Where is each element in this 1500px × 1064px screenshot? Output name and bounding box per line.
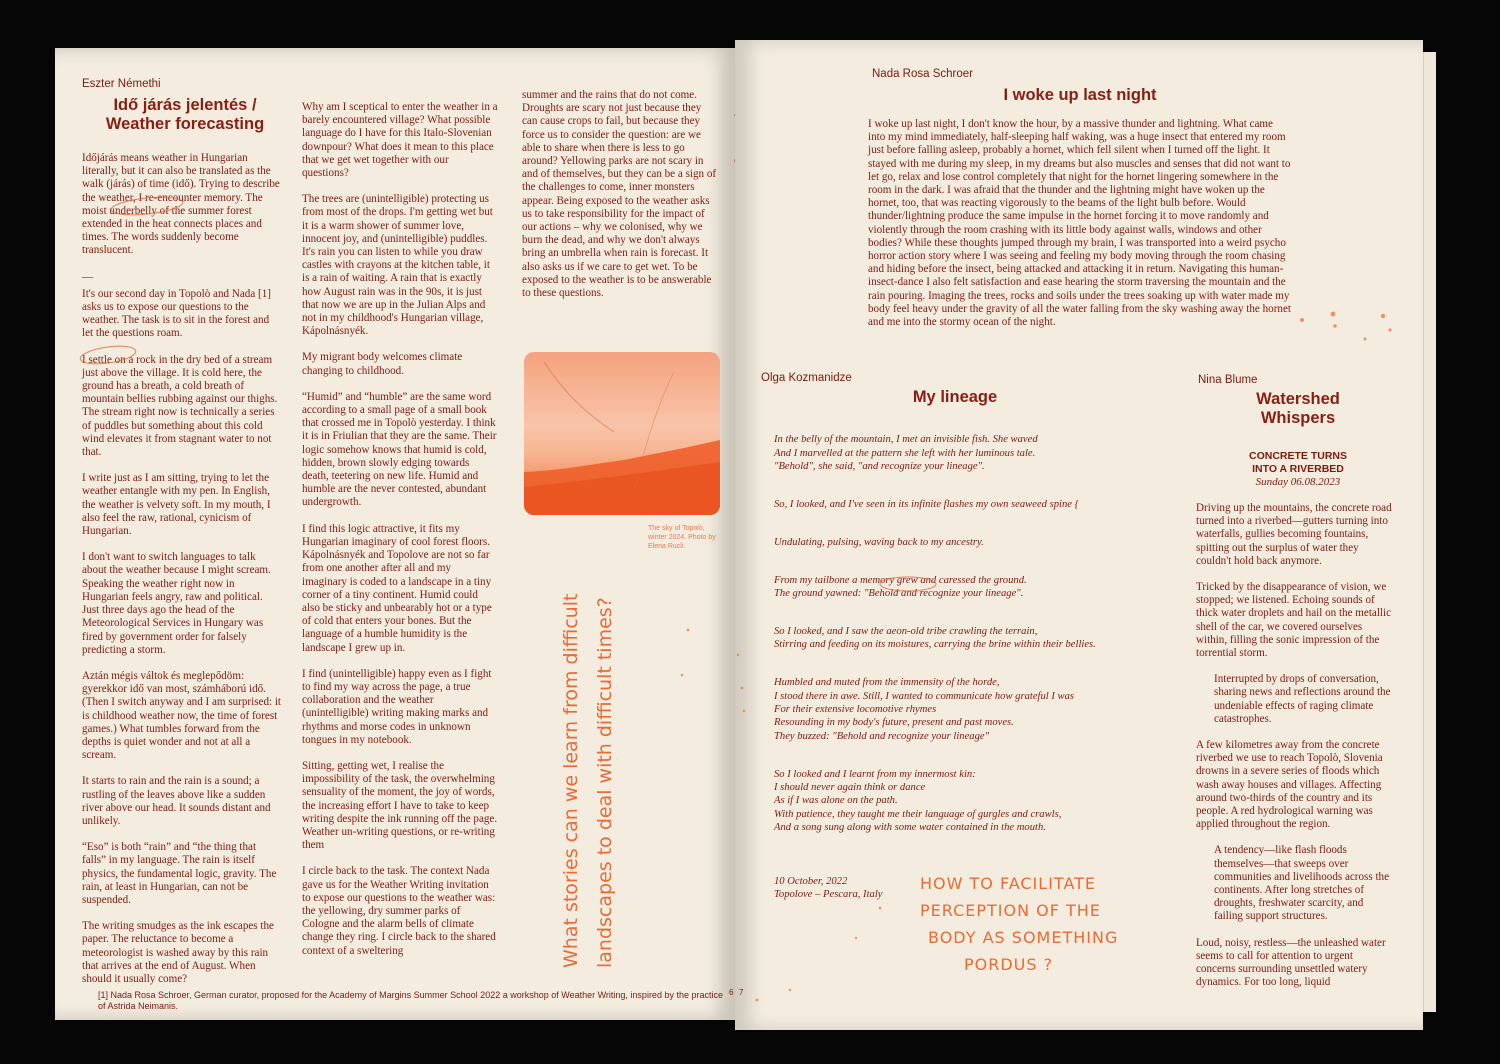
paragraph: Tricked by the disappearance of vision, we stopped; we listened. Echoing sounds of thick water droplets and hail on the metallic shell of the car, we covered ourselves within, filling the sonic impression of the torrential storm. bbox=[1196, 581, 1392, 660]
paragraph: I write just as I am sitting, trying to let the weather entangle with my pen. In English, the weather is velvety soft. In my mouth, I also feel the raw, rational, cynicism of Hungarian. bbox=[82, 472, 271, 538]
article-title-lineage: My lineage bbox=[912, 388, 998, 406]
paragraph: Sitting, getting wet, I realise the impossibility of the task, the overwhelming sensuality of the moment, the joy of words, the increasing effort I have to take to keep writing despite the ink running off the page. Weather un-writing questions, or re-writing them bbox=[302, 759, 498, 852]
paragraph: summer and the rains that do not come. Droughts are scary not just because they can cause crops to fail, but because they force us to consider the question: are we able to share when there is less to go around? Yellowing parks are not scary in and of themselves, but they can be a sign of the challenges to come, inner monsters appear. Being exposed to the weather asks us to take responsibility for the impact of our actions – why we colonised, why we burn the dead, and why we don't always bring an umbrella when rain is forecast. It also asks us if we care to get wet. To be exposed to the weather is to be answerable to these questions. bbox=[522, 89, 717, 300]
paragraph: It's our second day in Topolò and Nada [1] asks us to expose our questions to the weather. The task is to sit in the forest and let the questions roam. bbox=[82, 287, 271, 340]
article-title-woke-up: I woke up last night bbox=[1003, 86, 1157, 104]
stanza: So, I looked, and I've seen in its infinite flashes my own seaweed spine { bbox=[774, 499, 1079, 511]
title-line-2: Weather forecasting bbox=[105, 114, 265, 133]
title-line-1: Watershed bbox=[1256, 390, 1340, 408]
entry-date: Sunday 06.08.2023 bbox=[1255, 476, 1341, 488]
handwritten-line: BODY AS SOMETHING bbox=[928, 928, 1119, 947]
paragraph: A tendency—like flash floods themselves—that sweeps over communities and livelihoods across the continents. After long stretches of droughts, freshwater scarcity, and failing support structures. bbox=[1214, 844, 1390, 923]
stanza: Undulating, pulsing, waving back to my ancestry. bbox=[774, 536, 984, 548]
paragraph: I find this logic attractive, it fits my Hungarian imaginary of cool forest floors. Kápolnásnyék and Topolove are not so far from one another after all and my imaginary is coded to a landscape in a tiny corner of a tiny continent. Humid could also be sticky and unbearably hot or a type of cold that enters your bones. But the language of a humble humidity is the landscape I grew up in. bbox=[302, 522, 492, 654]
paragraph: “Humid” and “humble” are the same word according to a small page of a small book that crossed me in Topolò yesterday. I think it is in Friulian that they are the same. Their logic somehow knows that humid is cold, hidden, brown slowly edging towards death, teetering on new life. Humid and humble are the never contested, abundant undergrowth. bbox=[302, 390, 497, 509]
paragraph: Aztán mégis váltok és meglepődöm: gyerekkor idő van most, számháború idő. (Then I switch anyway and I am surprised: it is childhood weather now, the time of forest games.) What tumbles forward from the depths is quiet wonder and not at all a scream. bbox=[82, 669, 282, 762]
subheading-line: CONCRETE TURNS bbox=[1248, 450, 1347, 462]
paragraph: It starts to rain and the rain is a sound; a rustling of the leaves above like a sudden river above our head. It sounds distant and unlikely. bbox=[82, 775, 271, 827]
paragraph: Why am I sceptical to enter the weather in a barely encountered village? What possible language do I have for this Italo-Slovenian downpour? What does it mean to this place that we get wet together with our questions? bbox=[302, 101, 498, 180]
page-number-right: 7 bbox=[739, 988, 744, 997]
page-number-left: 6 bbox=[729, 988, 734, 997]
author-nina: Nina Blume bbox=[1198, 374, 1258, 386]
author-eszter: Eszter Némethi bbox=[82, 78, 161, 90]
paragraph: I circle back to the task. The context Nada gave us for the Weather Writing invitation to expose our questions to the weather was: the yellowing, dry summer parks of Cologne and the alarm bells of climate change they ring. I circle back to the shared context of a sweltering bbox=[302, 865, 496, 957]
stanza: In the belly of the mountain, I met an invisible fish. She waved And I marvelled at the pattern she left with her luminous tale. "Behold", she said, "and recognize your lineage". bbox=[774, 434, 1038, 473]
photo-caption: The sky of Topolò, winter 2024. Photo by Elena Rucli. bbox=[648, 525, 716, 550]
handwritten-question: What stories can we learn from difficult landscapes to deal with difficult times? bbox=[560, 593, 616, 968]
article-title-watershed bbox=[1198, 390, 1398, 428]
author-nada: Nada Rosa Schroer bbox=[872, 68, 973, 80]
paragraph: Driving up the mountains, the concrete road turned into a riverbed—gutters turning into waterfalls, gullies becoming fountains, spitting out the surplus of water they couldn't hold back anymore. bbox=[1196, 502, 1392, 567]
stanza: Humbled and muted from the immensity of the horde, I stood there in awe. Still, I wanted to communicate how grateful I was For their extensive locomotive rhymes Resounding in my body's future, present and past moves. They buzzed: "Behold and recognize your lineage" bbox=[774, 677, 1075, 742]
paragraph: The writing smudges as the ink escapes the paper. The reluctance to become a meteorologist is washed away by this rain that arrives at the end of August. When should it usually come? bbox=[82, 920, 274, 985]
subheading bbox=[1198, 450, 1398, 475]
title-line-1: Idő járás jelentés / bbox=[113, 96, 257, 114]
author-olga: Olga Kozmanidze bbox=[761, 372, 852, 384]
handwritten-line: HOW TO FACILITATE bbox=[920, 874, 1097, 893]
paragraph: My migrant body welcomes climate changing to childhood. bbox=[302, 351, 463, 377]
paragraph: A few kilometres away from the concrete riverbed we use to reach Topolò, Slovenia drowns in a severe series of floods which wash away houses and villages. Affecting around two-thirds of the country and its people. A red hydrological warning was applied throughout the region. bbox=[1196, 739, 1383, 831]
paragraph: Időjárás means weather in Hungarian literally, but it can also be translated as the walk (járás) of time (idő). Trying to describe the weather, I re-encounter memory. The moist underbelly of the summer forest extended in the heat connects places and times. The words suddenly become translucent. bbox=[82, 152, 280, 257]
subheading-line: INTO A RIVERBED bbox=[1252, 462, 1344, 475]
handwritten-line: PORDUS ? bbox=[964, 955, 1054, 974]
paragraph: — bbox=[82, 270, 94, 283]
stanza: So I looked and I learnt from my innermost kin: I should never again think or dance As if I was alone on the path. With patience, they taught me their language of gurgles and crawls, And a song sung along with some water contained in the mouth. bbox=[774, 768, 1062, 834]
title-line-2: Whispers bbox=[1260, 408, 1336, 427]
paragraph: I find (unintelligible) happy even as I fight to find my way across the page, a true collaboration and the weather (unintelligible) writing making marks and rhythms and morse codes in unknown tongues in my notebook. bbox=[302, 667, 492, 746]
paragraph: “Eso” is both “rain” and “the thing that falls” in my language. The rain is itself physics, the fundamental logic, gravity. The rain, at least in Hungarian, can not be suspended. bbox=[82, 841, 277, 906]
footnote: [1] Nada Rosa Schroer, German curator, proposed for the Academy of Margins Summer School 2022 a workshop of Weather Writing, inspired by the practice of Astrida Neimanis. bbox=[98, 990, 723, 1011]
stanza: So I looked, and I saw the aeon-old tribe crawling the terrain, Stirring and feeding on its moistures, carrying the brine within their bellies. bbox=[774, 625, 1096, 651]
watershed-text bbox=[1196, 502, 1392, 1003]
stanza: 10 October, 2022 Topolove – Pescara, Italy bbox=[774, 875, 883, 901]
paragraph: I don't want to switch languages to talk about the weather because I might scream. Speaking the weather right now in Hungarian feels angry, raw and political. Just three days ago the head of the Meteorological Services in Hungary was fired by government order for falsely predicting a storm. bbox=[82, 551, 271, 656]
paragraph: I settle on a rock in the dry bed of a stream just above the village. It is cold here, the ground has a breath, a cold breath of mountain bellies rubbing against our thighs. The stream right now is technically a series of puddles but something about this cold wind elevates it from stagnant water to not that. bbox=[82, 353, 278, 459]
paragraph: Loud, noisy, restless—the unleashed water seems to call for attention to urgent concerns surrounding unsettled watery dynamics. For too long, liquid bbox=[1196, 936, 1386, 989]
paragraph: Interrupted by drops of conversation, sharing news and reflections around the undeniable effects of raging climate catastrophes. bbox=[1214, 673, 1391, 725]
paragraph: I woke up last night, I don't know the hour, by a massive thunder and lightning. What came into my mind immediately, half-sleeping half waking, was a huge insect that entered my room just before falling asleep, probably a hornet, which fell silent when I turned off the light. It stayed with me during my sleep, in my dreams but also muscles and senses that did not want to let go, relax and lose control completely that night for the hornet lingering somewhere in the room in the dark. I was afraid that the thunder and the lightning might have woken up the hornet, too, that was reacting vigorously to the beams of the light bulb before. Would thunder/lightning produce the same impulse in the hornet forcing it to move randomly and violently through the room crashing with its little body against walls, windows and other bodies? While these thoughts jumped through my brain, I was transported into a weird psycho horror action story where I was seeing and feeling my body moving through the room chasing and hiding before the insect, being attacked and attacking it in return. Navigating this human-insect-dance I also felt satisfaction and ease hearing the storm traversing the mountain and the rain pouring. Imaging the trees, rocks and soils under the trees soaking up with water made my body feel heavy under the gravity of all the water falling from the sky washing away the hornet and me into the stormy ocean of the night. bbox=[868, 118, 1291, 329]
stanza: From my tailbone a memory grew and caressed the ground. The ground yawned: "Behold and recognize your lineage". bbox=[774, 574, 1027, 600]
paragraph: The trees are (unintelligible) protecting us from most of the drops. I'm getting wet but it is a warm shower of summer love, innocent joy, and (unintelligible) puddles. It's rain you can listen to while you draw castles with crayons at the kitchen table, it is a rain of waiting. A rain that is exactly how August rain was in the 90s, it is just that now we are up in the Julian Alps and not in my childhood's Hungarian village, Kápolnásnyék. bbox=[302, 193, 493, 338]
handwritten-line: PERCEPTION OF THE bbox=[920, 901, 1101, 920]
